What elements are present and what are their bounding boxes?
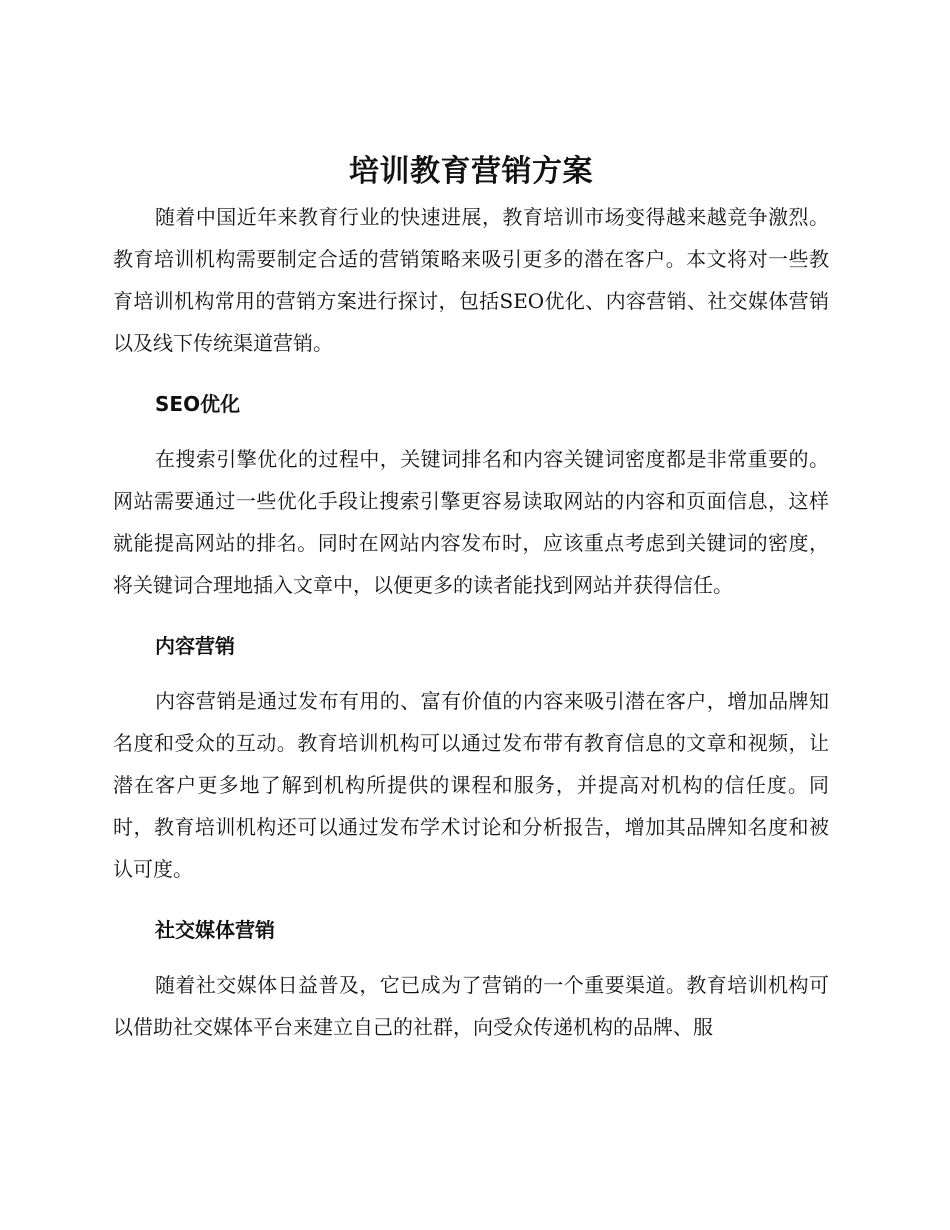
section-paragraph-content-marketing: 内容营销是通过发布有用的、富有价值的内容来吸引潜在客户，增加品牌知名度和受众的互动。教育培训机构可以通过发布带有教育信息的文章和视频，让潜在客户更多地了解到机构所提供的课程和服务，并提高对机构的信任度。同时，教育培训机构还可以通过发布学术讨论和分析报告，增加其品牌知名度和被认可度。 <box>113 689 829 881</box>
document-title: 培训教育营销方案 <box>349 154 593 189</box>
section-heading-social-media: 社交媒体营销 <box>155 918 275 942</box>
section-heading-content-marketing: 内容营销 <box>155 634 235 658</box>
section-paragraph-seo: 在搜索引擎优化的过程中，关键词排名和内容关键词密度都是非常重要的。网站需要通过一些优化手段让搜索引擎更容易读取网站的内容和页面信息，这样就能提高网站的排名。同时在网站内容发布时，应该重点考虑到关键词的密度，将关键词合理地插入文章中，以便更多的读者能找到网站并获得信任。 <box>113 447 829 597</box>
section-heading-seo: SEO优化 <box>155 392 241 416</box>
document-body <box>113 150 829 1048</box>
intro-paragraph: 随着中国近年来教育行业的快速进展，教育培训市场变得越来越竞争激烈。教育培训机构需要制定合适的营销策略来吸引更多的潜在客户。本文将对一些教育培训机构常用的营销方案进行探讨，包括SEO优化、内容营销、社交媒体营销以及线下传统渠道营销。 <box>113 205 829 355</box>
section-paragraph-social-media: 随着社交媒体日益普及，它已成为了营销的一个重要渠道。教育培训机构可以借助社交媒体平台来建立自己的社群，向受众传递机构的品牌、服 <box>113 973 829 1039</box>
